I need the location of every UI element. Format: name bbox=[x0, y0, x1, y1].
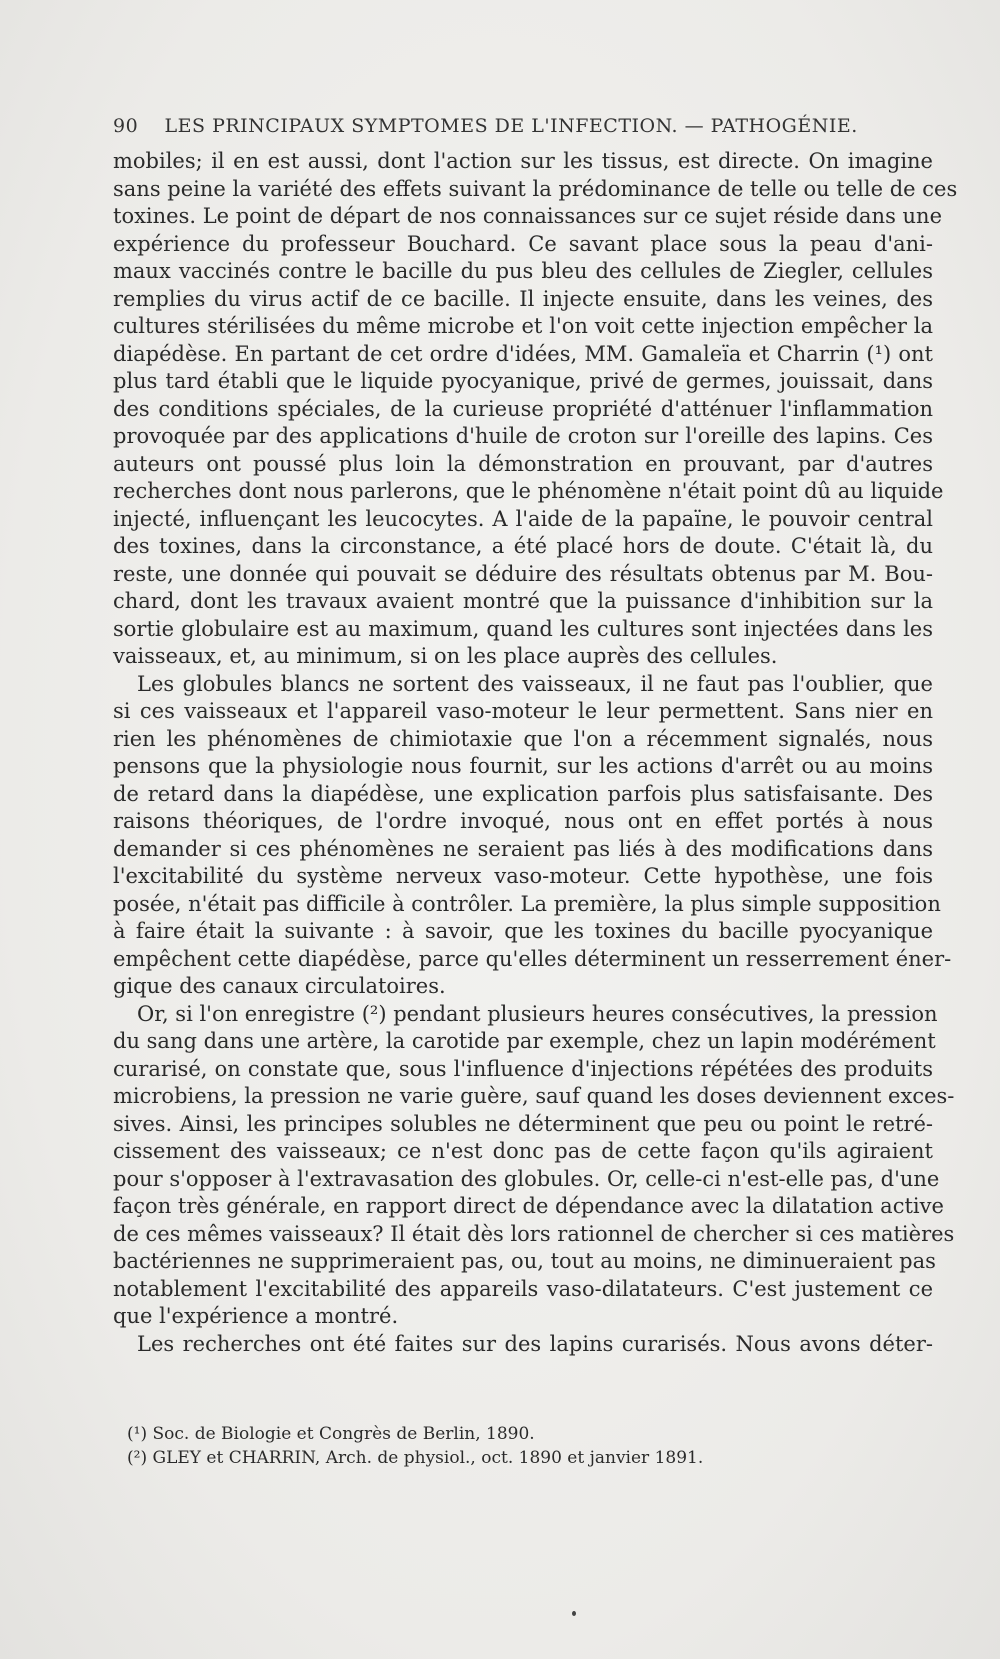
footnotes bbox=[127, 1422, 827, 1470]
text-line: diapédèse. En partant de cet ordre d'idées, MM. Gamaleïa et Charrin (¹) ont bbox=[113, 341, 933, 366]
footnote-text: GLEY et CHARRIN, Arch. de physiol., oct. 1890 et janvier 1891. bbox=[152, 1448, 704, 1468]
text-line: expérience du professeur Bouchard. Ce savant place sous la peau d'ani- bbox=[113, 231, 933, 256]
text-line: cultures stérilisées du même microbe et l'on voit cette injection empêcher la bbox=[113, 314, 933, 338]
text-line: pour s'opposer à l'extravasation des globules. Or, celle-ci n'est-elle pas, d'une bbox=[113, 1166, 940, 1191]
text-line: curarisé, on constate que, sous l'influence d'injections répétées des produits bbox=[113, 1056, 933, 1081]
text-line: bactériennes ne supprimeraient pas, ou, tout au moins, ne diminueraient pas bbox=[113, 1249, 936, 1273]
footnote-mark: (¹) bbox=[127, 1424, 148, 1444]
ink-speck bbox=[572, 1611, 576, 1616]
text-line: sives. Ainsi, les principes solubles ne déterminent que peu ou point le retré- bbox=[113, 1111, 933, 1136]
text-line: du sang dans une artère, la carotide par exemple, chez un lapin modérément bbox=[113, 1029, 936, 1053]
text-line: Or, si l'on enregistre (²) pendant plusieurs heures consécutives, la pression bbox=[137, 1001, 938, 1026]
footnote bbox=[127, 1446, 827, 1470]
text-line: des toxines, dans la circonstance, a été placé hors de doute. C'était là, du bbox=[113, 534, 933, 558]
footnote-mark: (²) bbox=[127, 1448, 148, 1468]
text-line: posée, n'était pas difficile à contrôler. La première, la plus simple supposition bbox=[113, 891, 941, 916]
text-line: remplies du virus actif de ce bacille. Il injecte ensuite, dans les veines, des bbox=[113, 286, 933, 311]
text-line: auteurs ont poussé plus loin la démonstration en prouvant, par d'autres bbox=[113, 451, 933, 476]
text-line: recherches dont nous parlerons, que le phénomène n'était point dû au liquide bbox=[113, 479, 944, 503]
text-line: toxines. Le point de départ de nos connaissances sur ce sujet réside dans une bbox=[113, 204, 942, 228]
text-line: mobiles; il en est aussi, dont l'action sur les tissus, est directe. On imagine bbox=[113, 149, 933, 173]
running-title: LES PRINCIPAUX SYMPTOMES DE L'INFECTION. — PATHOGÉNIE. bbox=[164, 115, 858, 137]
text-line: de ces mêmes vaisseaux? Il était dès lors rationnel de chercher si ces matières bbox=[113, 1221, 955, 1246]
page-number: 90 bbox=[113, 115, 139, 137]
running-header bbox=[113, 115, 861, 137]
text-line: reste, une donnée qui pouvait se déduire des résultats obtenus par M. Bou- bbox=[113, 561, 933, 586]
text-line: rien les phénomènes de chimiotaxie que l'on a récemment signalés, nous bbox=[113, 726, 933, 751]
text-line: raisons théoriques, de l'ordre invoqué, nous ont en effet portés à nous bbox=[113, 809, 933, 833]
text-line: des conditions spéciales, de la curieuse propriété d'atténuer l'inflammation bbox=[113, 396, 933, 421]
text-line: injecté, influençant les leucocytes. A l'aide de la papaïne, le pouvoir central bbox=[113, 506, 933, 531]
text-line: vaisseaux, et, au minimum, si on les place auprès des cellules. bbox=[113, 644, 778, 668]
text-line: notablement l'excitabilité des appareils vaso-dilatateurs. C'est justement ce bbox=[113, 1276, 933, 1301]
text-line: gique des canaux circulatoires. bbox=[113, 974, 446, 998]
text-line: provoquée par des applications d'huile de croton sur l'oreille des lapins. Ces bbox=[113, 424, 933, 448]
text-line: empêchent cette diapédèse, parce qu'elles déterminent un resserrement éner- bbox=[113, 946, 952, 971]
text-line: chard, dont les travaux avaient montré que la puissance d'inhibition sur la bbox=[113, 589, 933, 613]
text-line: pensons que la physiologie nous fournit, sur les actions d'arrêt ou au moins bbox=[113, 754, 933, 778]
text-line: maux vaccinés contre le bacille du pus bleu des cellules de Ziegler, cellules bbox=[113, 259, 933, 283]
text-line: l'excitabilité du système nerveux vaso-moteur. Cette hypothèse, une fois bbox=[113, 864, 933, 888]
text-line: à faire était la suivante : à savoir, que les toxines du bacille pyocyanique bbox=[113, 919, 933, 943]
footnote-text: Soc. de Biologie et Congrès de Berlin, 1890. bbox=[152, 1424, 535, 1444]
text-line: Les globules blancs ne sortent des vaisseaux, il ne faut pas l'oublier, que bbox=[137, 671, 933, 696]
body-text bbox=[113, 148, 958, 1358]
text-line: façon très générale, en rapport direct de dépendance avec la dilatation active bbox=[113, 1194, 944, 1218]
text-line: plus tard établi que le liquide pyocyanique, privé de germes, jouissait, dans bbox=[113, 369, 933, 393]
text-line: microbiens, la pression ne varie guère, sauf quand les doses deviennent exces- bbox=[113, 1084, 955, 1108]
text-line: sortie globulaire est au maximum, quand les cultures sont injectées dans les bbox=[113, 616, 933, 641]
footnote bbox=[127, 1422, 827, 1446]
text-line: demander si ces phénomènes ne seraient pas liés à des modifications dans bbox=[113, 836, 933, 861]
text-line: que l'expérience a montré. bbox=[113, 1304, 399, 1328]
text-line: de retard dans la diapédèse, une explication parfois plus satisfaisante. Des bbox=[113, 781, 933, 806]
text-line: sans peine la variété des effets suivant la prédominance de telle ou telle de ces bbox=[113, 176, 958, 201]
text-line: Les recherches ont été faites sur des lapins curarisés. Nous avons déter- bbox=[137, 1331, 933, 1356]
text-line: si ces vaisseaux et l'appareil vaso-moteur le leur permettent. Sans nier en bbox=[113, 699, 933, 723]
text-line: cissement des vaisseaux; ce n'est donc pas de cette façon qu'ils agiraient bbox=[113, 1139, 933, 1163]
